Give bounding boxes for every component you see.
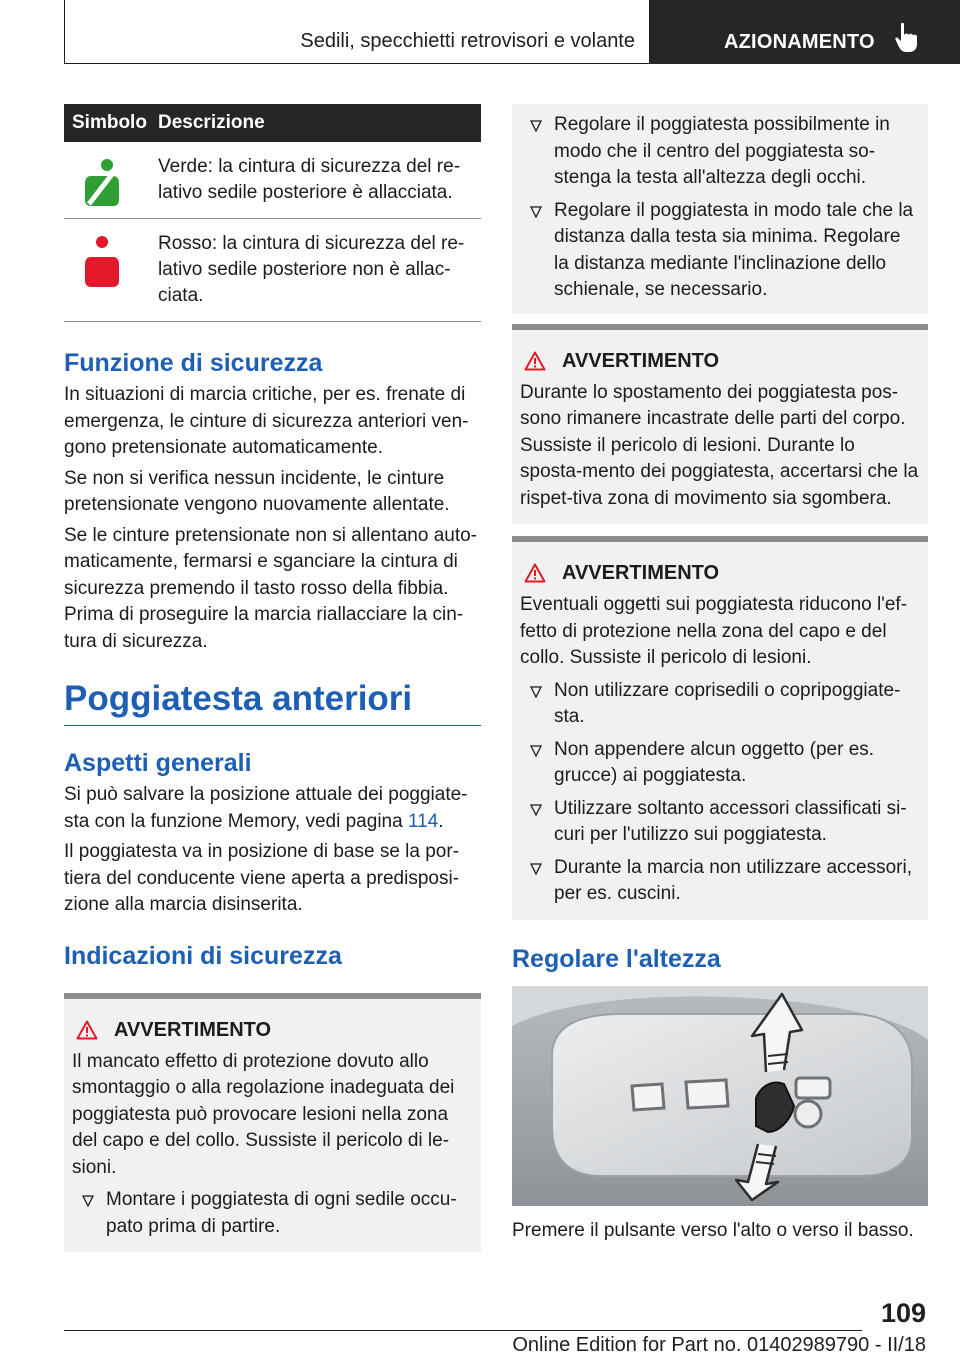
header-section-title: Sedili, specchietti retrovisori e volante	[300, 30, 635, 52]
pointing-hand-icon	[894, 22, 924, 54]
footer-divider	[64, 1330, 862, 1331]
figure-caption: Premere il pulsante verso l'alto o verso il basso.	[512, 1219, 914, 1241]
heading-divider	[64, 725, 481, 726]
triangle-bullet-icon	[530, 686, 542, 698]
list-item: Regolare il poggiatesta possibilmente in modo che il centro del poggiatesta so-stenga la testa all'altezza degli occhi.	[520, 112, 920, 192]
warning-box-continued	[512, 104, 928, 314]
table-row	[64, 142, 481, 219]
warning-title: AVVERTIMENTO	[520, 560, 920, 586]
header-section-box	[64, 0, 650, 64]
warning-triangle-icon	[524, 563, 546, 583]
safety-notes-heading: Indicazioni di sicurezza	[64, 941, 342, 970]
page-header	[0, 0, 960, 66]
warning-list	[520, 112, 920, 304]
warning-triangle-icon	[76, 1020, 98, 1040]
header-chapter-label: AZIONAMENTO	[724, 31, 875, 53]
page-number: 109	[880, 1298, 926, 1328]
page-reference-link[interactable]: 114	[407, 810, 439, 832]
triangle-bullet-icon	[82, 1195, 94, 1207]
warning-triangle-icon	[524, 351, 546, 371]
seat-switch-up-down-arrow-illustration	[512, 986, 928, 1206]
list-item: Utilizzare soltanto accessori classificati si-curi per l'utilizzo sui poggiatesta.	[520, 796, 920, 849]
paragraph: Il poggiatesta va in posizione di base se la por-tiera del conducente viene aperta a predisposi-zione alla marcia disinserita.	[64, 841, 460, 915]
warning-box	[512, 536, 928, 920]
warning-list	[520, 678, 920, 908]
table-row	[64, 219, 481, 322]
paragraph: Se non si verifica nessun incidente, le cinture pretensionate vengono nuovamente allentate.	[64, 467, 450, 515]
triangle-bullet-icon	[530, 206, 542, 218]
warning-list	[72, 1187, 473, 1240]
paragraph: In situazioni di marcia critiche, per es. frenate di emergenza, le cinture di sicurezza anteriori ven-gono pretensionate automaticamente.	[64, 384, 469, 458]
paragraph: Se le cinture pretensionate non si allentano auto-maticamente, fermarsi e sganciare la cintura di sicurezza premendo il tasto rosso della fibbia. Prima di proseguire la marcia riallacciare la cin-tura di sicurezza.	[64, 524, 477, 652]
triangle-bullet-icon	[530, 745, 542, 757]
height-adjust-heading: Regolare l'altezza	[512, 944, 721, 973]
warning-text: Durante lo spostamento dei poggiatesta pos-sono rimanere incastrate delle parti del corpo. Sussiste il pericolo di lesioni. Durante lo sposta-mento dei poggiatesta, accertarsi che la rispet-tiva zona di movimento sia sgombera.	[520, 381, 919, 509]
symbol-table	[64, 104, 481, 322]
warning-box	[512, 324, 928, 525]
triangle-bullet-icon	[530, 120, 542, 132]
warning-title: AVVERTIMENTO	[520, 348, 920, 374]
list-item: Non appendere alcun oggetto (per es. grucce) ai poggiatesta.	[520, 737, 920, 790]
list-item: Durante la marcia non utilizzare accessori, per es. cuscini.	[520, 855, 920, 908]
seatbelt-unfastened-icon	[82, 235, 122, 287]
seatbelt-fastened-icon	[82, 158, 122, 210]
paragraph: Si può salvare la posizione attuale dei poggiate-sta con la funzione Memory, vedi pagina 114.	[64, 784, 468, 832]
warning-text: Eventuali oggetti sui poggiatesta riducono l'ef-fetto di protezione nella zona del capo e del collo. Sussiste il pericolo di lesioni.	[520, 594, 908, 668]
front-headrests-heading: Poggiatesta anteriori	[64, 679, 413, 718]
symbol-description: Verde: la cintura di sicurezza del re-lativo sedile posteriore è allacciata.	[154, 142, 481, 219]
left-column	[64, 104, 481, 1252]
symbol-column-header: Simbolo	[64, 104, 154, 142]
header-chapter-tab[interactable]	[650, 0, 960, 64]
list-item: Non utilizzare coprisedili o copripoggiate-sta.	[520, 678, 920, 731]
warning-title: AVVERTIMENTO	[72, 1017, 473, 1043]
edition-text: Online Edition for Part no. 01402989790 - II/18	[512, 1334, 926, 1356]
triangle-bullet-icon	[530, 863, 542, 875]
warning-box	[64, 993, 481, 1253]
general-heading: Aspetti generali	[64, 749, 252, 777]
list-item: Montare i poggiatesta di ogni sedile occu-pato prima di partire.	[72, 1187, 473, 1240]
triangle-bullet-icon	[530, 804, 542, 816]
description-column-header: Descrizione	[154, 104, 481, 142]
safety-function-heading: Funzione di sicurezza	[64, 349, 323, 377]
symbol-description: Rosso: la cintura di sicurezza del re-lativo sedile posteriore non è allac-ciata.	[154, 219, 481, 322]
warning-text: Il mancato effetto di protezione dovuto allo smontaggio o alla regolazione inadeguata dei poggiatesta può provocare lesioni nella zona del capo e del collo. Sussiste il pericolo di le-sioni.	[72, 1050, 455, 1178]
list-item: Regolare il poggiatesta in modo tale che la distanza dalla testa sia minima. Regolare la distanza mediante l'inclinazione dello schienale, se necessario.	[520, 198, 920, 304]
right-column	[512, 104, 928, 1244]
